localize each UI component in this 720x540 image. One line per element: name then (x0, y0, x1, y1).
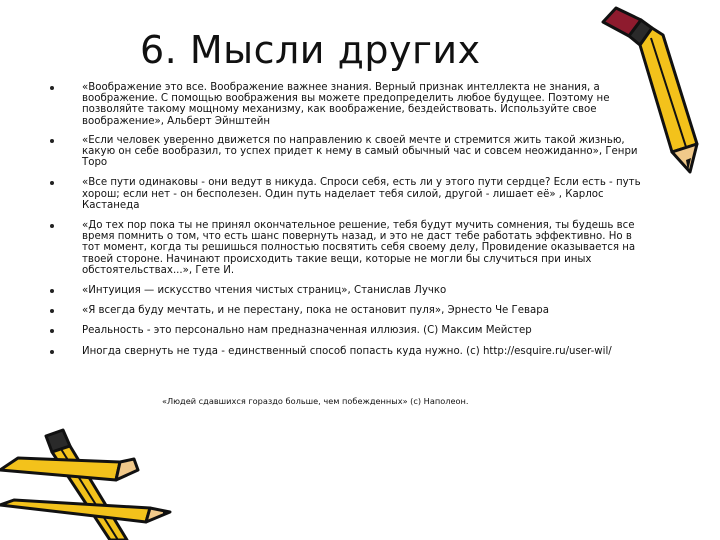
quote-text: «Если человек уверенно движется по направлению к своей мечте и стремится жить такой жизнью, какую он себе вообразил, то успех придет к нему в самый обычный час и совсем неожиданно», Генри Торо (82, 134, 638, 169)
list-item (50, 305, 650, 316)
quote-text: Иногда свернуть не туда - единственный способ попасть куда нужно. (с) http://esquire.ru/user-wil/ (82, 345, 612, 357)
bullet-icon (50, 86, 54, 90)
bullet-icon (50, 224, 54, 228)
footer-quote: «Людей сдавшихся гораздо больше, чем побежденных» (с) Наполеон. (162, 396, 469, 406)
slide-title: 6. Мысли других (140, 28, 481, 72)
quote-text: Реальность - это персонально нам предназначенная иллюзия. (С) Максим Мейстер (82, 325, 532, 337)
quote-text: «Я всегда буду мечтать, и не перестану, пока не остановит пуля», Эрнесто Че Гевара (82, 305, 549, 317)
list-item (50, 346, 650, 357)
quote-text: «Воображение это все. Воображение важнее знания. Верный признак интеллекта не знания, а воображение. С помощью воображения вы можете предопределить любое будущее. Поэтому не позволяйте такому мощному механизму, как воображение, бездействовать. Используйте свое воображение», Альберт Эйнштейн (82, 82, 610, 127)
quote-text: «До тех пор пока ты не принял окончательное решение, тебя будут мучить сомнения, ты будешь все время помнить о том, что есть шанс повернуть назад, и это не даст тебе работать эффективно. Но в тот момент, когда ты решишься полностью посвятить себя своему делу, Провидение оказывается на твоей стороне. Начинают происходить такие вещи, которые не могли бы случиться при иных обстоятельствах...», Гете И. (82, 220, 636, 276)
quote-text: «Интуиция — искусство чтения чистых страниц», Станислав Лучко (82, 285, 447, 297)
list-item (50, 220, 650, 276)
list-item (50, 135, 650, 169)
quote-list (50, 82, 650, 357)
bullet-icon (50, 139, 54, 143)
bullet-icon (50, 309, 54, 313)
bullet-icon (50, 350, 54, 354)
bullet-icon (50, 329, 54, 333)
list-item (50, 177, 650, 211)
quote-text: «Все пути одинаковы - они ведут в никуда. Спроси себя, есть ли у этого пути сердце? Если есть - путь хорош; если нет - он бесполезен. Один путь наделает тебя силой, другой - лишает её» , Карлос Кастанеда (82, 177, 641, 211)
bullet-icon (50, 289, 54, 293)
list-item (50, 82, 650, 127)
list-item (50, 285, 650, 296)
bullet-icon (50, 181, 54, 185)
list-item (50, 325, 650, 336)
